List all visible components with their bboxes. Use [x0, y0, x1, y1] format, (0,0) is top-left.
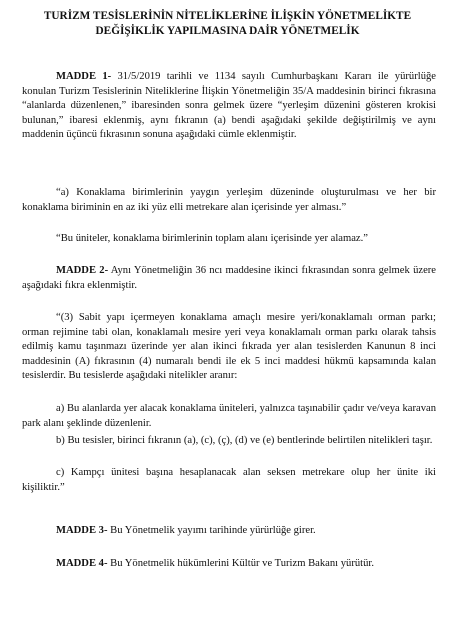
article-4: [22, 557, 436, 572]
title-line-1: TURİZM TESİSLERİNİN NİTELİKLERİNE İLİŞKİN YÖNETMELİKTE: [43, 10, 412, 22]
article-2-text: Aynı Yönetmeliğin 36 ncı maddesine ikinci fıkrasından sonra gelmek üzere aşağıdaki fıkra eklenmiştir.: [22, 265, 437, 291]
article-1-text: 31/5/2019 tarihli ve 1134 sayılı Cumhurbaşkanı Kararı ile yürürlüğe konulan Turizm Tesislerinin Niteliklerine İlişkin Yönetmeliğin 35/A maddesinin birinci fıkrasına “alanlarda düzenlenen,” ibaresinden sonra gelmek üzere “yerleşim düzenini gösteren krokisi bulunan,” ibaresi eklenmiş, aynı fıkranın (a) bendi aşağıdaki şekilde değiştirilmiş ve aynı maddenin üçüncü fıkrasının sonuna aşağıdaki cümle eklenmiştir.: [22, 71, 436, 141]
quote-3-item-c: c) Kampçı ünitesi başına hesaplanacak alan seksen metrekare olup her ünite iki kişiliktir.”: [22, 467, 436, 493]
article-3-heading: MADDE 3-: [56, 525, 108, 536]
quote-2: “Bu üniteler, konaklama birimlerinin toplam alanı içerisinde yer alamaz.”: [56, 233, 368, 244]
quote-3-item-b: b) Bu tesisler, birinci fıkranın (a), (c), (ç), (d) ve (e) bentlerinde belirtilen nitelikleri taşır.: [56, 435, 433, 446]
article-2: [22, 264, 436, 293]
article-4-heading: MADDE 4-: [56, 558, 108, 569]
article-2-heading: MADDE 2-: [56, 265, 109, 276]
quote-1: “a) Konaklama birimlerinin yaygın yerleşim düzeninde oluşturulması ve her bir konaklama biriminin en az iki yüz elli metrekare alan içerisinde yer alması.”: [22, 187, 436, 213]
article-3-text: Bu Yönetmelik yayımı tarihinde yürürlüğe girer.: [107, 525, 316, 536]
article-1-heading: MADDE 1-: [56, 71, 112, 82]
document-title: [20, 9, 435, 39]
title-line-2: DEĞİŞİKLİK YAPILMASINA DAİR YÖNETMELİK: [95, 25, 360, 37]
quote-3: “(3) Sabit yapı içermeyen konaklama amaçlı mesire yeri/konaklamalı orman parkı; orman rejimine tabi olan, konaklamalı mesire yeri veya konaklamalı orman parkı olarak tahsis edilmiş kamu taşınmazı üzerinde yer alan ikinci fıkrada yer alan tesislerden Kanunun 8 inci maddesinin (A) fıkrasının (4) numaralı bendi ile ek 5 inci maddesi hükmü kapsamında kalan tesislerdir. Bu tesislerde aşağıdaki nitelikler aranır:: [22, 312, 436, 382]
quote-3-item-a: a) Bu alanlarda yer alacak konaklama üniteleri, yalnızca taşınabilir çadır ve/veya karavan park alanı şeklinde düzenlenir.: [22, 403, 436, 429]
article-1: [22, 70, 436, 143]
article-4-text: Bu Yönetmelik hükümlerini Kültür ve Turizm Bakanı yürütür.: [107, 558, 374, 569]
article-3: [22, 524, 436, 539]
